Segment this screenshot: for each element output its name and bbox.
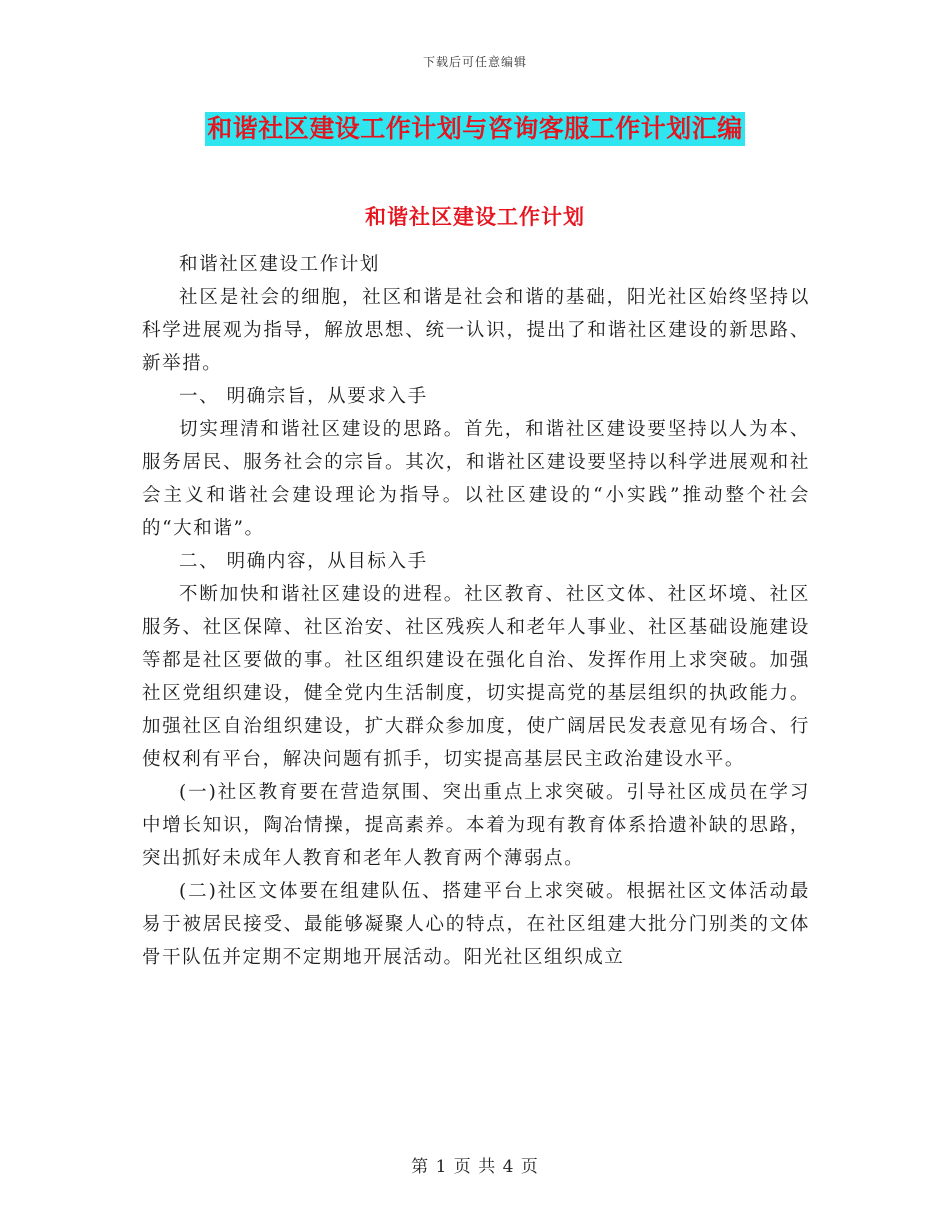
paragraph-intro-title: 和谐社区建设工作计划: [179, 254, 381, 275]
paragraph-heading-one: 一、 明确宗旨，从要求入手: [179, 386, 428, 407]
document-title: 和谐社区建设工作计划与咨询客服工作计划汇编: [205, 112, 745, 146]
page-number-footer: 第 1 页 共 4 页: [411, 1157, 539, 1177]
paragraph-heading-two: 二、 明确内容，从目标入手: [179, 551, 428, 572]
document-body: [142, 248, 810, 974]
paragraph-section-two: 不断加快和谐社区建设的进程。社区教育、社区文体、社区坏境、社区服务、社区保障、社区治安、社区残疾人和老年人事业、社区基础设施建设等都是社区要做的事。社区组织建设在强化自治、发挥作用上求突破。加强社区党组织建设，健全党内生活制度，切实提高党的基层组织的执政能力。加强社区自治组织建设，扩大群众参加度，使广阔居民发表意见有场合、行使权利有平台，解决问题有抓手，切实提高基层民主政治建设水平。: [142, 584, 810, 770]
paragraph-overview: 社区是社会的细胞，社区和谐是社会和谐的基础，阳光社区始终坚持以科学进展观为指导，解放思想、统一认识，提出了和谐社区建设的新思路、新举措。: [142, 287, 810, 374]
paragraph-section-one: 切实理清和谐社区建设的思路。首先，和谐社区建设要坚持以人为本、服务居民、服务社会的宗旨。其次，和谐社区建设要坚持以科学进展观和社会主义和谐社会建设理论为指导。以社区建设的“小实践”推动整个社会的“大和谐”。: [142, 419, 810, 539]
paragraph-item-two: (二)社区文体要在组建队伍、搭建平台上求突破。根据社区文体活动最易于被居民接受、最能够凝聚人心的特点，在社区组建大批分门别类的文体骨干队伍并定期不定期地开展活动。阳光社区组织成立: [142, 881, 810, 968]
section-title: 和谐社区建设工作计划: [365, 204, 585, 229]
header-note: 下载后可任意编辑: [422, 55, 527, 69]
paragraph-item-one: (一)社区教育要在营造氛围、突出重点上求突破。引导社区成员在学习中增长知识，陶冶情操，提高素养。本着为现有教育体系拾遗补缺的思路，突出抓好未成年人教育和老年人教育两个薄弱点。: [142, 782, 810, 869]
document-title-container: [0, 112, 950, 146]
